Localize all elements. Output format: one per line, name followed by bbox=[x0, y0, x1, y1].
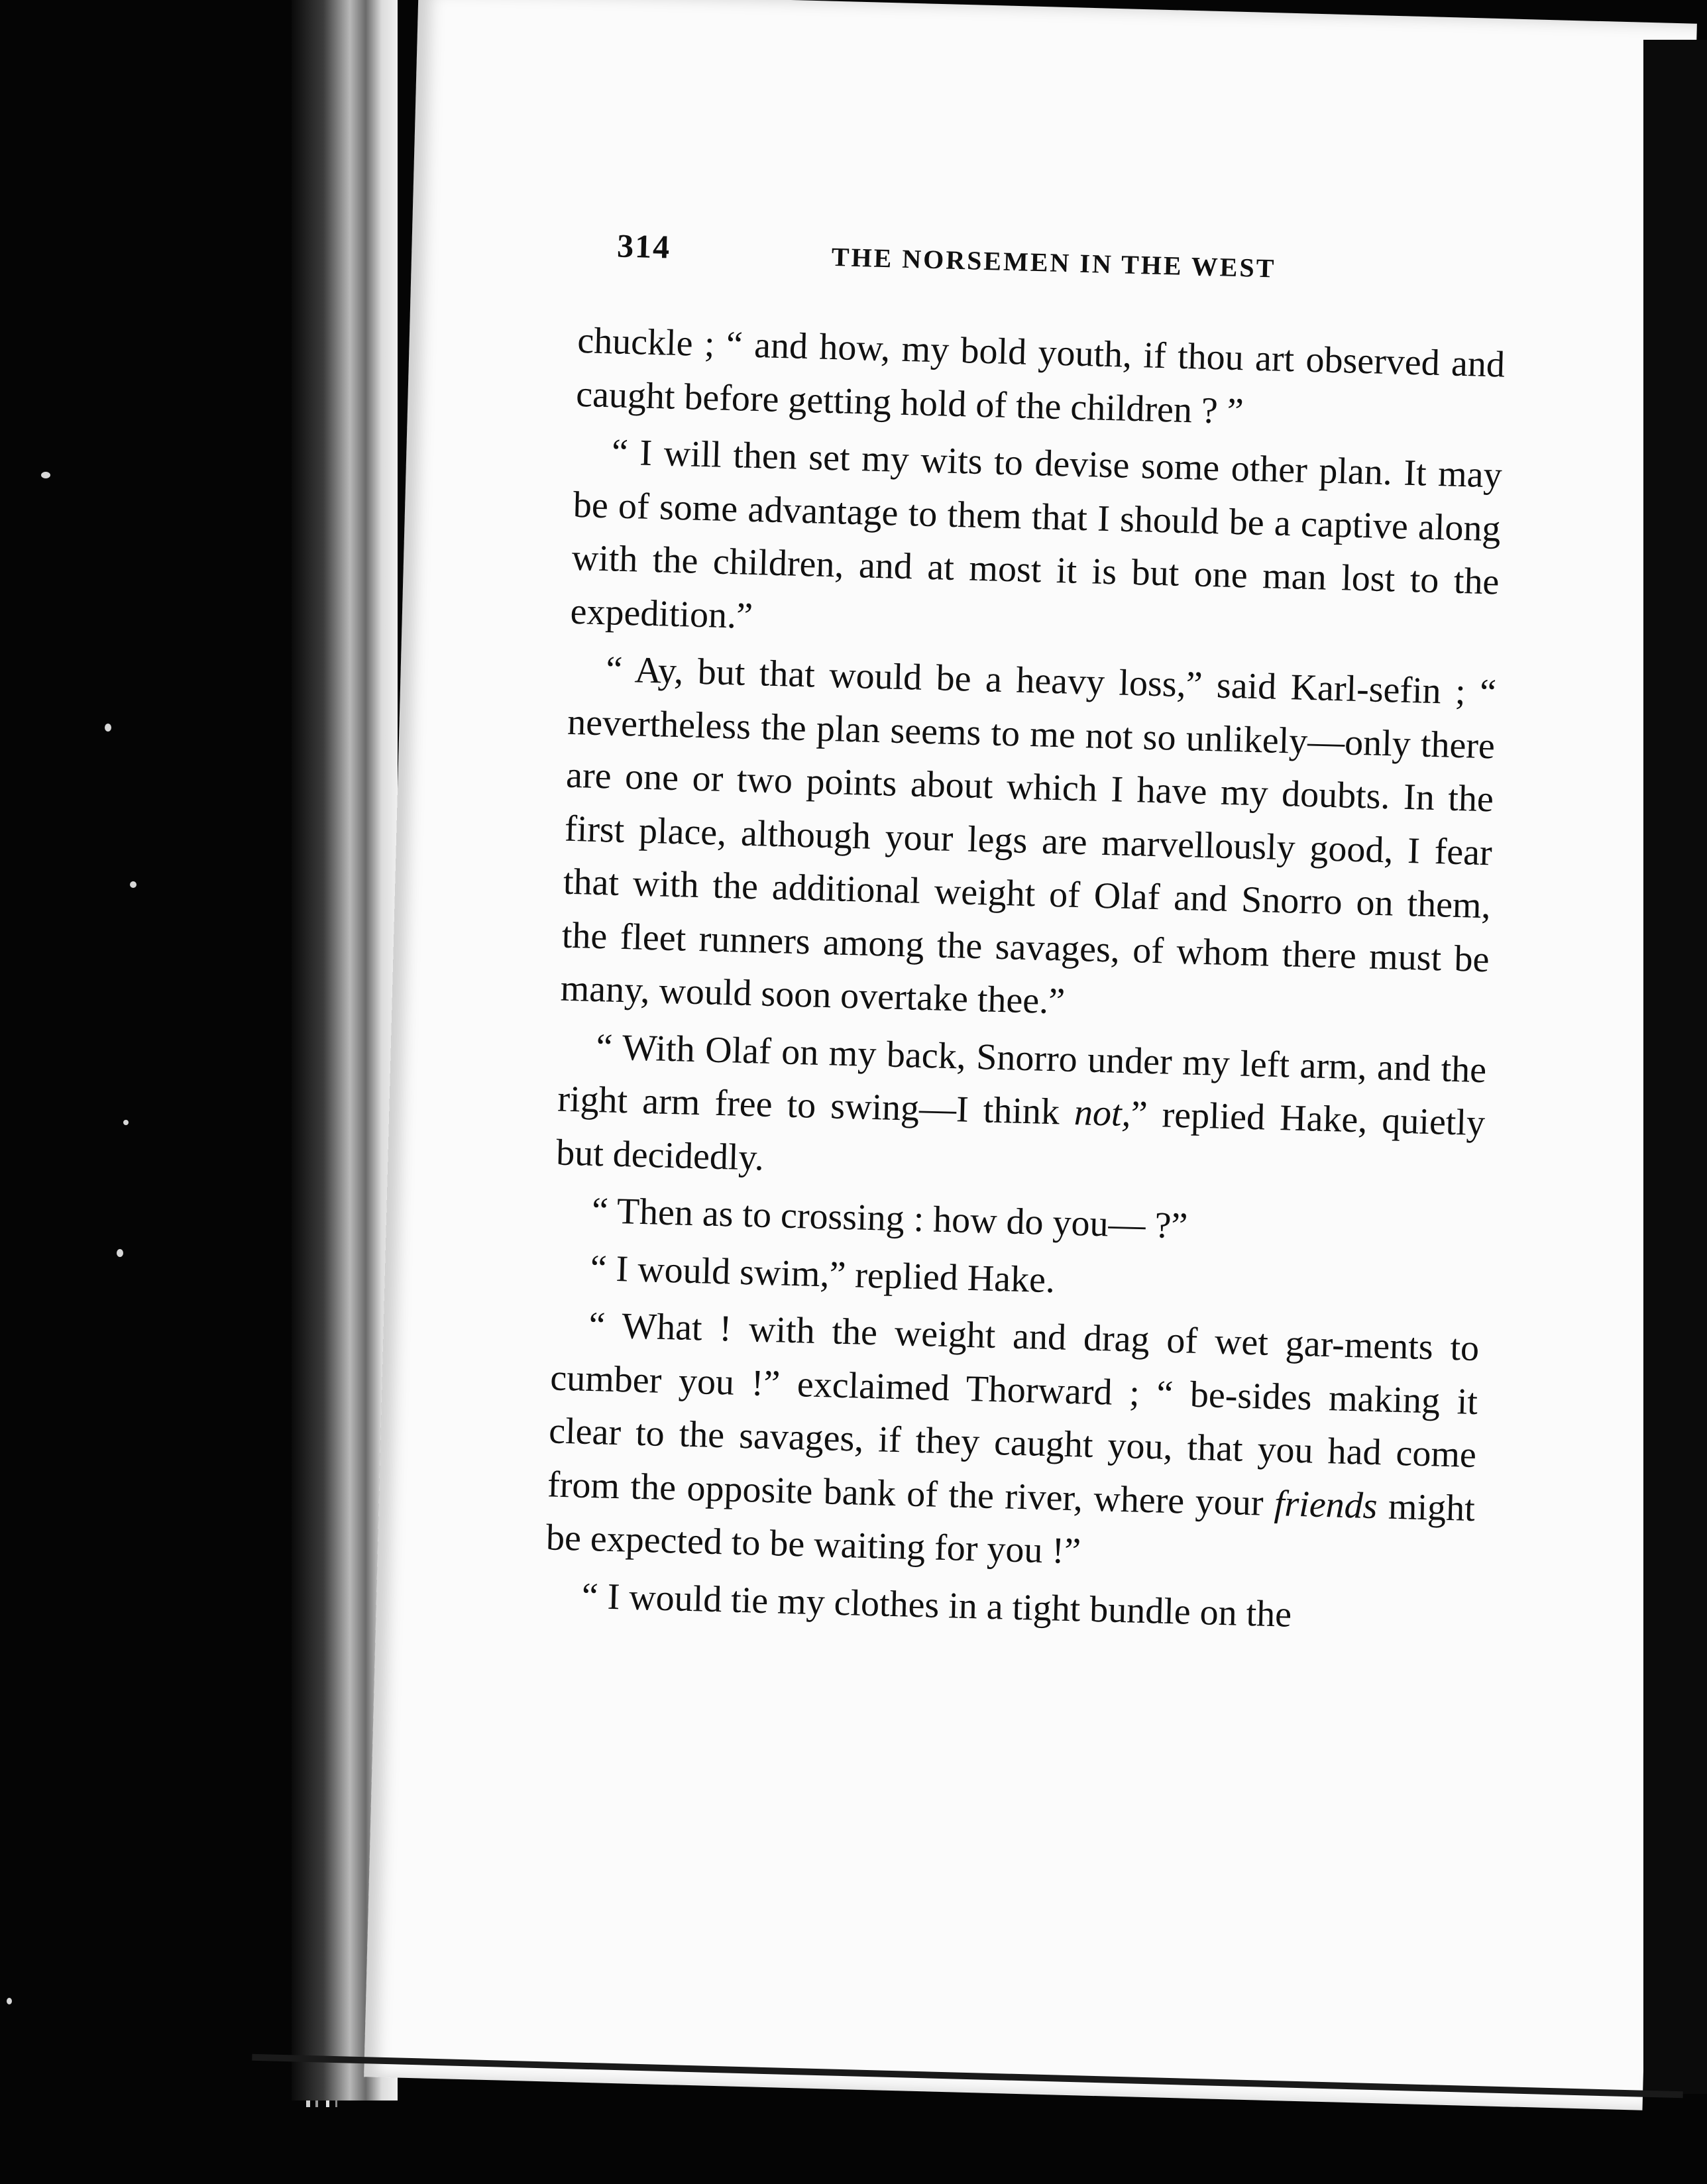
scan-speck bbox=[7, 1998, 12, 2004]
scan-speck bbox=[41, 472, 50, 478]
body-text bbox=[544, 314, 1506, 1646]
scan-right-border bbox=[1643, 40, 1707, 2094]
page-number: 314 bbox=[616, 227, 671, 266]
paragraph: “ I would swim,” replied Hake. bbox=[590, 1247, 1056, 1301]
scan-speck bbox=[105, 724, 111, 732]
paragraph bbox=[545, 1297, 1480, 1588]
scan-speck bbox=[117, 1249, 123, 1257]
italic-emphasis: not, bbox=[1074, 1091, 1132, 1135]
scan-speck bbox=[123, 1120, 129, 1125]
paragraph bbox=[555, 1019, 1487, 1203]
page-text-block bbox=[544, 225, 1508, 1646]
paragraph: “ Ay, but that would be a heavy loss,” said Karl-sefin ; “ nevertheless the plan seems to me not so unlikely—only there are one or two points about which I have my doubts. In the first place, although your legs are marvellously good, I fear that with the additional weight of Olaf and Snorro on them, the fleet runners among the savages, of whom there must be many, would soon overtake thee.” bbox=[560, 649, 1497, 1022]
paragraph-text: “ With Olaf on my back, Snorro under my left arm, and the right arm free to swing—I think bbox=[557, 1026, 1487, 1133]
paragraph: chuckle ; “ and how, my bold youth, if thou art observed and caught before getting hold of the children ? ” bbox=[575, 319, 1506, 432]
running-head: THE NORSEMEN IN THE WEST bbox=[831, 241, 1276, 284]
paragraph: “ Then as to crossing : how do you— ?” bbox=[591, 1189, 1189, 1247]
italic-emphasis: friends bbox=[1274, 1482, 1378, 1527]
paragraph-text: might be expected to be waiting for you !” bbox=[545, 1485, 1476, 1572]
paragraph-text: ” replied Hake, quietly but decidedly. bbox=[555, 1093, 1486, 1179]
paragraph: “ I will then set my wits to devise some other plan. It may be of some advantage to them that I should be a captive along with the children, and at most it is but one man lost to the expedition.” bbox=[569, 431, 1503, 637]
scan-speck bbox=[130, 881, 137, 888]
paragraph-text: “ What ! with the weight and drag of wet gar-ments to cumber you !” exclaimed Thorward ; “ be-sides making it clear to the savages, if they caught you, that you had come from the opposite bank of the river, where your bbox=[547, 1304, 1480, 1524]
paragraph: “ I would tie my clothes in a tight bundle on the bbox=[581, 1575, 1292, 1635]
